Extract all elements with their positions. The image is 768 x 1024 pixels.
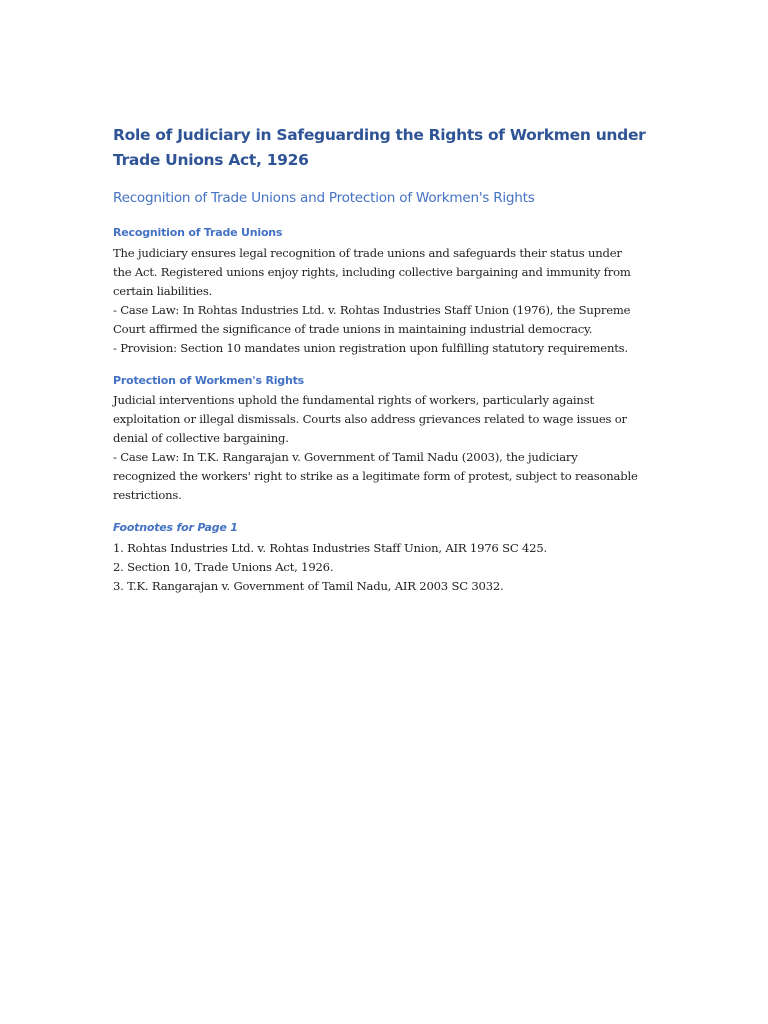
subsection-heading-protection: Protection of Workmen's Rights <box>113 374 304 387</box>
subsection-body-recognition <box>113 244 658 358</box>
case-law-line: restrictions. <box>113 488 182 502</box>
document-title: Role of Judiciary in Safeguarding the Rights of Workmen under Trade Unions Act, 1926 <box>113 126 646 169</box>
paragraph-line: denial of collective bargaining. <box>113 431 289 445</box>
subsection-heading-recognition: Recognition of Trade Unions <box>113 226 283 239</box>
paragraph-line: Judicial interventions uphold the fundamental rights of workers, particularly against <box>113 393 594 407</box>
provision-line: - Provision: Section 10 mandates union registration upon fulfilling statutory requirements. <box>113 341 628 355</box>
footnote-item: 1. Rohtas Industries Ltd. v. Rohtas Industries Staff Union, AIR 1976 SC 425. <box>113 541 548 555</box>
paragraph-line: The judiciary ensures legal recognition of trade unions and safeguards their status under <box>113 246 622 260</box>
footnotes-list <box>113 539 658 596</box>
subsection-body-protection <box>113 391 658 505</box>
case-law-line: - Case Law: In Rohtas Industries Ltd. v. Rohtas Industries Staff Union (1976), the Supreme <box>113 303 631 317</box>
case-law-line: - Case Law: In T.K. Rangarajan v. Government of Tamil Nadu (2003), the judiciary <box>113 450 578 464</box>
footnote-item: 2. Section 10, Trade Unions Act, 1926. <box>113 560 334 574</box>
section-heading: Recognition of Trade Unions and Protection of Workmen's Rights <box>113 190 535 206</box>
paragraph-line: exploitation or illegal dismissals. Courts also address grievances related to wage issues or <box>113 412 627 426</box>
case-law-line: recognized the workers' right to strike as a legitimate form of protest, subject to reasonable <box>113 469 638 483</box>
paragraph-line: the Act. Registered unions enjoy rights, including collective bargaining and immunity from <box>113 265 631 279</box>
footnotes-heading: Footnotes for Page 1 <box>113 521 238 534</box>
footnote-item: 3. T.K. Rangarajan v. Government of Tamil Nadu, AIR 2003 SC 3032. <box>113 579 504 593</box>
paragraph-line: certain liabilities. <box>113 284 213 298</box>
case-law-line: Court affirmed the significance of trade unions in maintaining industrial democracy. <box>113 322 593 336</box>
